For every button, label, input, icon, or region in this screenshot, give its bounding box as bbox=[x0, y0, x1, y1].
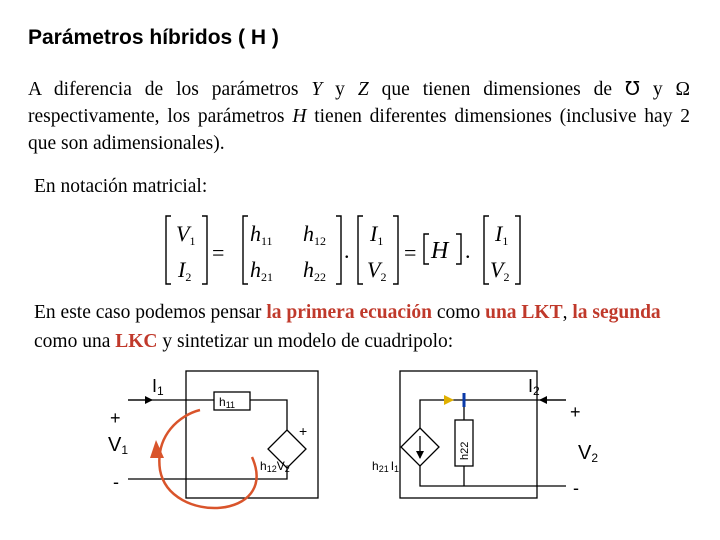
concl-text-2: como bbox=[432, 302, 486, 323]
eq-v1: V1 bbox=[176, 221, 196, 248]
concl-highlight-2: una LKT bbox=[485, 302, 563, 323]
label-I2: I2 bbox=[528, 376, 540, 398]
eq-h12: h12 bbox=[303, 221, 326, 248]
concl-text-5: y sintetizar un modelo de cuadripolo: bbox=[157, 331, 454, 352]
concl-highlight-3: la segunda bbox=[572, 302, 661, 323]
eq-dot-2: . bbox=[465, 238, 471, 263]
source-plus: + bbox=[299, 423, 308, 439]
left-plus: + bbox=[110, 408, 121, 428]
intro-text-4: tienen diferentes dimensiones (inclusive hay 2 que son adimensionales). bbox=[28, 106, 690, 154]
eq-equals-2: = bbox=[404, 240, 417, 265]
eq-h-matrix: H bbox=[431, 238, 449, 264]
right-minus: - bbox=[573, 478, 579, 498]
label-I1: I1 bbox=[152, 376, 164, 398]
label-h21i1: h21 I1 bbox=[372, 459, 400, 474]
eq-h21: h21 bbox=[250, 257, 273, 284]
loop-arrow-path bbox=[159, 410, 256, 508]
label-V1: V1 bbox=[108, 434, 129, 457]
concl-highlight-4: LKC bbox=[115, 331, 158, 352]
intro-text-2: y bbox=[322, 79, 358, 100]
intro-y: Y bbox=[311, 79, 323, 100]
wire-bottom-right bbox=[420, 466, 566, 486]
eq-h22: h22 bbox=[303, 257, 326, 284]
label-h22: h22 bbox=[459, 441, 471, 460]
intro-h: H bbox=[292, 106, 307, 127]
page-title: Parámetros híbridos ( H ) bbox=[28, 26, 279, 49]
eq-i1b: I1 bbox=[495, 221, 509, 248]
intro-text-3: que tienen dimensiones de ℧ y Ω respectivamente, los parámetros bbox=[28, 79, 690, 127]
right-plus: + bbox=[570, 402, 581, 422]
eq-equals-1: = bbox=[212, 240, 225, 265]
label-V2: V2 bbox=[578, 442, 599, 465]
concl-text-3: , bbox=[562, 302, 573, 323]
matrix-intro: En notación matricial: bbox=[34, 176, 208, 197]
node-arrow-yellow bbox=[444, 395, 454, 405]
eq-h11: h11 bbox=[250, 221, 273, 248]
concl-text-1: En este caso podemos pensar bbox=[34, 302, 267, 323]
left-minus: - bbox=[113, 472, 119, 492]
label-h12v2: h12V2 bbox=[260, 459, 290, 474]
concl-text-4: como una bbox=[34, 331, 116, 352]
eq-i2: I2 bbox=[178, 257, 192, 284]
eq-dot-1: . bbox=[344, 238, 350, 263]
eq-v2a: V2 bbox=[367, 257, 387, 284]
label-h11: h11 bbox=[219, 395, 236, 410]
concl-highlight-1: la primera ecuación bbox=[266, 302, 433, 323]
wire-top-right bbox=[420, 400, 566, 428]
wire-h11-to-source bbox=[250, 400, 287, 430]
intro-z: Z bbox=[357, 79, 369, 100]
eq-v2b: V2 bbox=[490, 257, 510, 284]
eq-i1a: I1 bbox=[370, 221, 384, 248]
intro-text-1: A diferencia de los parámetros bbox=[28, 79, 312, 100]
